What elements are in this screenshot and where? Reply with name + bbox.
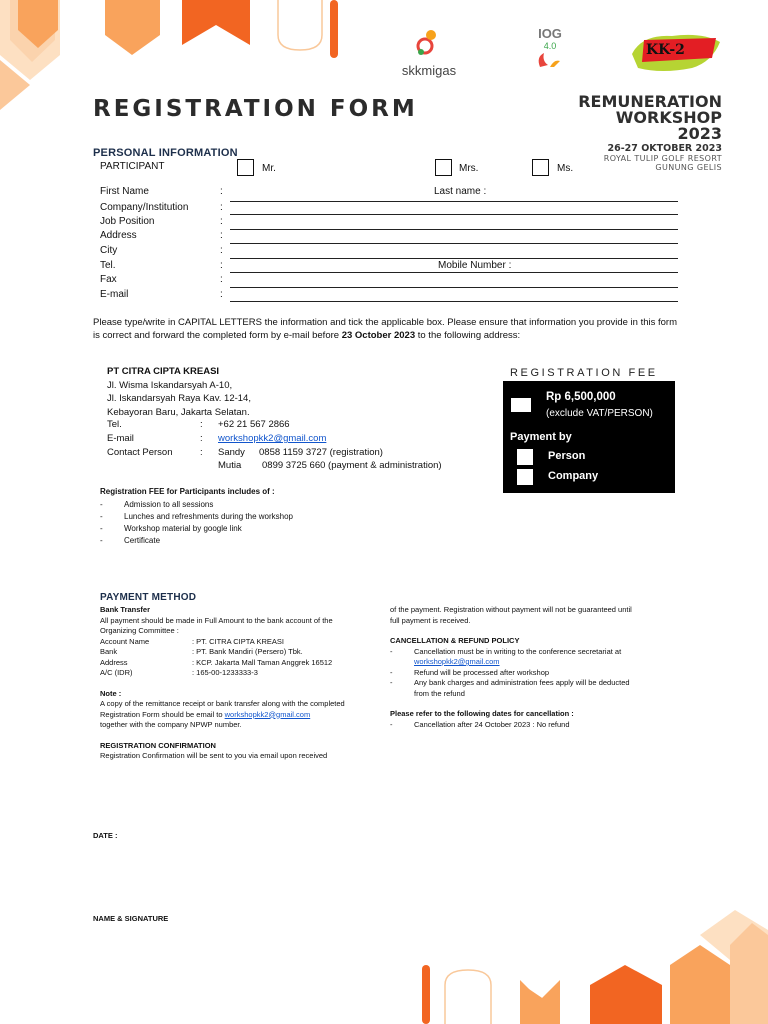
job-colon: : — [220, 216, 223, 227]
address-field-line[interactable] — [230, 243, 678, 244]
bottom-decoration — [400, 905, 768, 1024]
account-name-row: Account Name : PT. CITRA CIPTA KREASI — [100, 636, 284, 646]
contact-email-label: E-mail — [107, 433, 134, 444]
contact-person-colon: : — [200, 447, 203, 458]
date-label: DATE : — [93, 831, 118, 840]
name-field-line[interactable] — [230, 201, 678, 202]
payment-continued1: of the payment. Registration without payment will not be guaranteed until — [390, 605, 632, 614]
list-item: from the refund — [414, 688, 465, 698]
list-item: - Certificate — [100, 536, 161, 545]
contact-person2-name: Mutia — [218, 460, 242, 471]
skkmigas-text: skkmigas — [401, 63, 457, 78]
last-name-label: Last name : — [434, 186, 487, 197]
iog-flame-icon — [528, 51, 572, 69]
cancel-heading: CANCELLATION & REFUND POLICY — [390, 636, 520, 645]
note-heading: Note : — [100, 688, 122, 698]
address-label: Address — [100, 230, 137, 241]
contact-addr1: Jl. Wisma Iskandarsyah A-10, — [107, 379, 233, 391]
contact-tel-label: Tel. — [107, 419, 122, 430]
fee-box — [503, 381, 675, 493]
list-item: - Lunches and refreshments during the workshop — [100, 512, 293, 521]
mobile-label: Mobile Number : — [438, 260, 512, 271]
contact-email-link[interactable]: workshopkk2@gmail.com — [218, 433, 327, 444]
payment-text1: All payment should be made in Full Amount to the bank account of the — [100, 615, 333, 625]
skkmigas-icon — [393, 28, 465, 58]
contact-addr3: Kebayoran Baru, Jakarta Selatan. — [107, 406, 250, 418]
contact-person1-phone: 0858 1159 3727 (registration) — [259, 447, 383, 458]
mr-checkbox[interactable] — [237, 159, 254, 176]
kk2-logo — [632, 32, 720, 72]
job-field-line[interactable] — [230, 229, 678, 230]
contact-block — [107, 365, 251, 419]
address-colon: : — [220, 230, 223, 241]
bank-transfer-label: Bank Transfer — [100, 605, 151, 614]
fee-amount: Rp 6,500,000 — [546, 391, 616, 403]
payment-continued2: full payment is received. — [390, 615, 471, 625]
contact-person2-phone: 0899 3725 660 (payment & administration) — [262, 460, 442, 471]
company-field-line[interactable] — [230, 214, 678, 215]
ms-label: Ms. — [557, 163, 574, 174]
list-item: - Refund will be processed after workshop — [390, 667, 550, 677]
fax-label: Fax — [100, 274, 117, 285]
page-title: REGISTRATION FORM — [93, 96, 418, 122]
signature-label: NAME & SIGNATURE — [93, 914, 169, 923]
city-colon: : — [220, 245, 223, 256]
contact-person1-name: Sandy — [218, 447, 245, 458]
mr-label: Mr. — [262, 163, 276, 174]
cancel-dates-heading: Please refer to the following dates for cancellation : — [390, 709, 574, 718]
note-text3: together with the company NPWP number. — [100, 720, 242, 729]
account-number-row: A/C (IDR) : 165-00-1233333-3 — [100, 668, 258, 677]
includes-heading: Registration FEE for Participants includes of : — [100, 487, 275, 496]
job-label: Job Position — [100, 216, 155, 227]
contact-tel-colon: : — [200, 419, 203, 430]
company-checkbox[interactable] — [517, 469, 533, 485]
cancel-email-link[interactable]: workshopkk2@gmail.com — [414, 657, 500, 666]
fee-note: (exclude VAT/PERSON) — [546, 408, 653, 419]
company-colon: : — [220, 202, 223, 213]
instructions-part2: to the following address: — [415, 330, 521, 341]
event-info — [578, 94, 722, 172]
iog-text: IOG — [538, 26, 562, 41]
payment-by-label: Payment by — [510, 431, 572, 443]
skkmigas-logo — [393, 28, 465, 78]
tel-field-line[interactable] — [230, 272, 678, 273]
note-text2: Registration Form should be email to workshopkk2@gmail.com — [100, 709, 311, 719]
payment-left-column — [100, 605, 385, 762]
personal-info-heading: PERSONAL INFORMATION — [93, 147, 238, 159]
fax-field-line[interactable] — [230, 287, 678, 288]
note-email-link[interactable]: workshopkk2@gmail.com — [224, 709, 311, 719]
email-colon: : — [220, 289, 223, 300]
confirmation-heading: REGISTRATION CONFIRMATION — [100, 740, 216, 750]
fee-heading: REGISTRATION FEE — [510, 367, 658, 379]
payment-heading: PAYMENT METHOD — [100, 592, 197, 603]
payment-text2: Organizing Committee : — [100, 626, 179, 635]
fee-checkbox[interactable] — [511, 398, 531, 412]
list-item: - Workshop material by google link — [100, 524, 242, 533]
tel-colon: : — [220, 260, 223, 271]
email-field-line[interactable] — [230, 301, 678, 302]
contact-company: PT CITRA CIPTA KREASI — [107, 366, 220, 377]
iog-number: 4.0 — [543, 41, 557, 51]
payment-right-column — [390, 605, 690, 730]
event-year: 2023 — [677, 124, 722, 143]
instructions-part1: Please type/write in CAPITAL LETTERS the information and tick the applicable box. Please ensure that information you provide in this form is correct and forward the completed form by e-mail before — [93, 317, 678, 341]
event-line2: WORKSHOP — [615, 108, 722, 127]
first-name-label: First Name — [100, 186, 149, 197]
list-item: - Cancellation after 24 October 2023 : No refund — [390, 719, 570, 729]
list-item: - Admission to all sessions — [100, 500, 214, 509]
kk2-text: KK-2 — [646, 42, 685, 58]
bank-address-row: Address : KCP. Jakarta Mall Taman Anggrek 16512 — [100, 657, 333, 667]
first-name-colon: : — [220, 186, 223, 197]
city-field-line[interactable] — [230, 258, 678, 259]
contact-tel-value: +62 21 567 2866 — [218, 419, 290, 430]
person-checkbox[interactable] — [517, 449, 533, 465]
contact-email-colon: : — [200, 433, 203, 444]
company-label-fee: Company — [548, 470, 599, 482]
list-item: - Any bank charges and administration fees apply will be deducted — [390, 678, 630, 687]
contact-addr2: Jl. Iskandarsyah Raya Kav. 12-14, — [107, 393, 251, 404]
iog-logo — [528, 26, 572, 72]
contact-person-label: Contact Person — [107, 447, 173, 458]
event-venue: ROYAL TULIP GOLF RESORT — [603, 154, 722, 163]
list-item: - Cancellation must be in writing to the conference secretariat at — [390, 646, 622, 656]
instructions-deadline: 23 October 2023 — [341, 330, 416, 341]
ms-checkbox[interactable] — [532, 159, 549, 176]
participant-label: PARTICIPANT — [100, 161, 165, 172]
company-label: Company/Institution — [100, 202, 189, 213]
list-item — [390, 657, 690, 668]
fax-colon: : — [220, 274, 223, 285]
email-label: E-mail — [100, 289, 129, 300]
event-date: 26-27 OKTOBER 2023 — [607, 143, 722, 154]
bank-row: Bank : PT. Bank Mandiri (Persero) Tbk. — [100, 647, 303, 656]
person-label: Person — [548, 450, 586, 462]
event-line1: REMUNERATION — [578, 92, 722, 111]
city-label: City — [100, 245, 118, 256]
mrs-checkbox[interactable] — [435, 159, 452, 176]
mrs-label: Mrs. — [459, 163, 479, 174]
tel-label: Tel. — [100, 260, 116, 271]
includes-list — [100, 499, 293, 547]
note-text1: A copy of the remittance receipt or bank transfer along with the completed — [100, 699, 345, 708]
confirmation-text: Registration Confirmation will be sent to you via email upon received — [100, 751, 328, 760]
instructions-text — [93, 316, 683, 342]
event-city: GUNUNG GELIS — [655, 163, 722, 172]
